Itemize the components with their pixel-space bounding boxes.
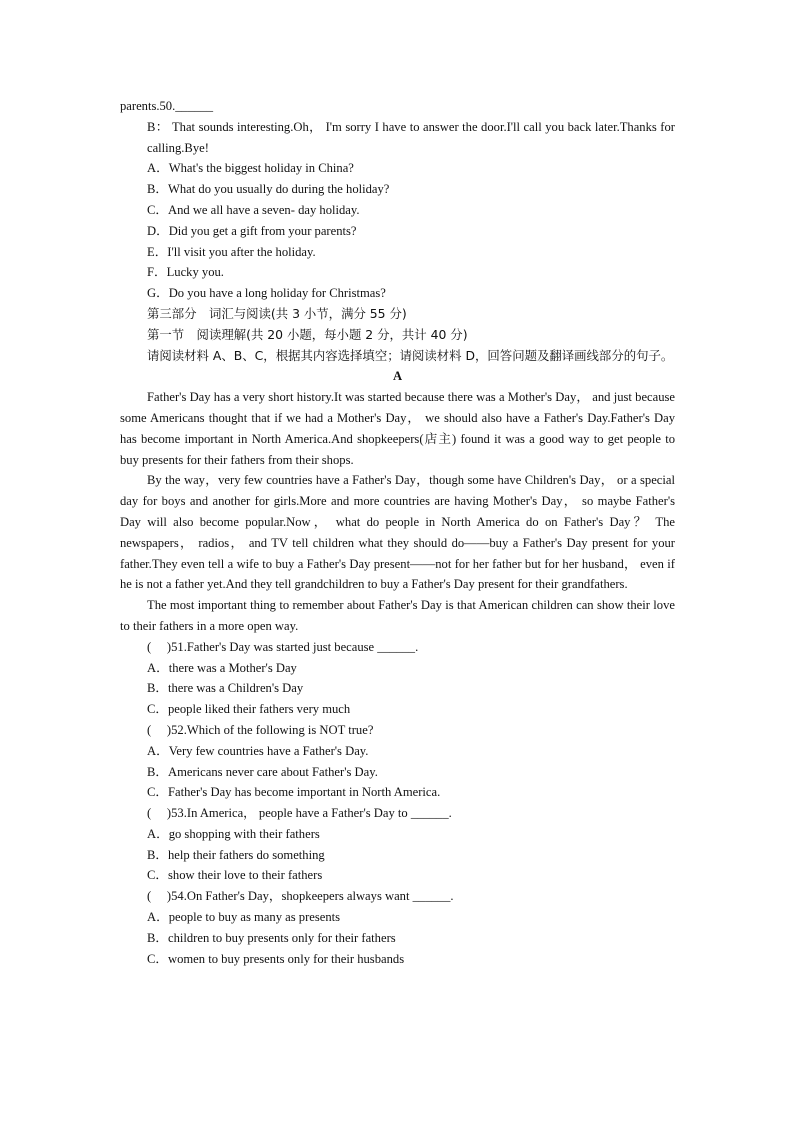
question-54: [120, 886, 675, 969]
dialogue-option-b: B．What do you usually do during the holiday?: [147, 182, 390, 197]
dialogue-option-d: D．Did you get a gift from your parents?: [147, 223, 357, 238]
question-51: [120, 637, 675, 720]
question-stem: ( )53.In America， people have a Father's Day to ______.: [147, 806, 452, 821]
question-option: B．there was a Children's Day: [147, 681, 304, 696]
question-option: C．show their love to their fathers: [147, 868, 323, 883]
question-option: A．there was a Mother's Day: [147, 660, 297, 675]
dialogue-option-f: F．Lucky you.: [147, 265, 224, 280]
dialogue-option-g: G．Do you have a long holiday for Christmas?: [147, 286, 386, 301]
dialogue-options: [120, 158, 675, 304]
question-option: A．go shopping with their fathers: [147, 826, 320, 841]
section-heading-reading: 第一节 阅读理解(共 20 小题，每小题 2 分，共计 40 分): [147, 326, 468, 342]
dialogue-line-end: parents.50.______: [120, 99, 214, 113]
question-option: A．Very few countries have a Father's Day.: [147, 743, 369, 758]
passage-title: A: [392, 369, 403, 384]
question-option: B．children to buy presents only for their fathers: [147, 930, 396, 945]
document-page: [120, 96, 675, 969]
dialogue-b-reply: B： That sounds interesting.Oh， I'm sorry I have to answer the door.I'll call you back later.Thanks for calling.Bye!: [147, 119, 675, 155]
passage-paragraph-1: Father's Day has a very short history.It was started because there was a Mother's Day， and just because some Americans thought that if we had a Mother's Day， we should also have a Father's Day.Father's Day has become important in North America.And shopkeepers(店主) found it was a good way to get people to buy presents for their fathers from their shops.: [120, 390, 675, 467]
question-option: B．Americans never care about Father's Day.: [147, 764, 378, 779]
question-option: C．women to buy presents only for their husbands: [147, 951, 405, 966]
question-stem: ( )51.Father's Day was started just because ______.: [147, 639, 419, 654]
question-52: [120, 720, 675, 803]
passage-paragraph-3: The most important thing to remember about Father's Day is that American children can show their love to their fathers in a more open way.: [120, 598, 675, 633]
dialogue-option-e: E．I'll visit you after the holiday.: [147, 244, 316, 259]
dialogue-option-a: A．What's the biggest holiday in China?: [147, 161, 354, 176]
question-option: C．people liked their fathers very much: [147, 702, 351, 717]
question-option: A．people to buy as many as presents: [147, 910, 341, 925]
question-option: B．help their fathers do something: [147, 847, 325, 862]
section-instruction: 请阅读材料 A、B、C，根据其内容选择填空；请阅读材料 D，回答问题及翻译画线部分的句子。: [147, 347, 674, 363]
dialogue-option-c: C．And we all have a seven- day holiday.: [147, 202, 360, 217]
passage-paragraph-2: By the way，very few countries have a Father's Day，though some have Children's Day， or a special day for boys and another for girls.More and more countries are having Mother's Day， so maybe Father's Day will also become popular.Now， what do people in North America do on Father's Day？ The newspapers， radios， and TV tell children what they should do——buy a Father's Day present for your father.They even tell a wife to buy a Father's Day present——not for her father but for her husband， even if he is not a father yet.And they tell grandchildren to buy a Father's Day present for their grandfathers.: [120, 473, 675, 592]
section-heading-part3: 第三部分 词汇与阅读(共 3 小节，满分 55 分): [147, 305, 407, 321]
question-stem: ( )54.On Father's Day，shopkeepers always want ______.: [147, 889, 454, 904]
question-stem: ( )52.Which of the following is NOT true?: [147, 722, 374, 737]
question-53: [120, 803, 675, 886]
question-option: C．Father's Day has become important in North America.: [147, 785, 441, 800]
